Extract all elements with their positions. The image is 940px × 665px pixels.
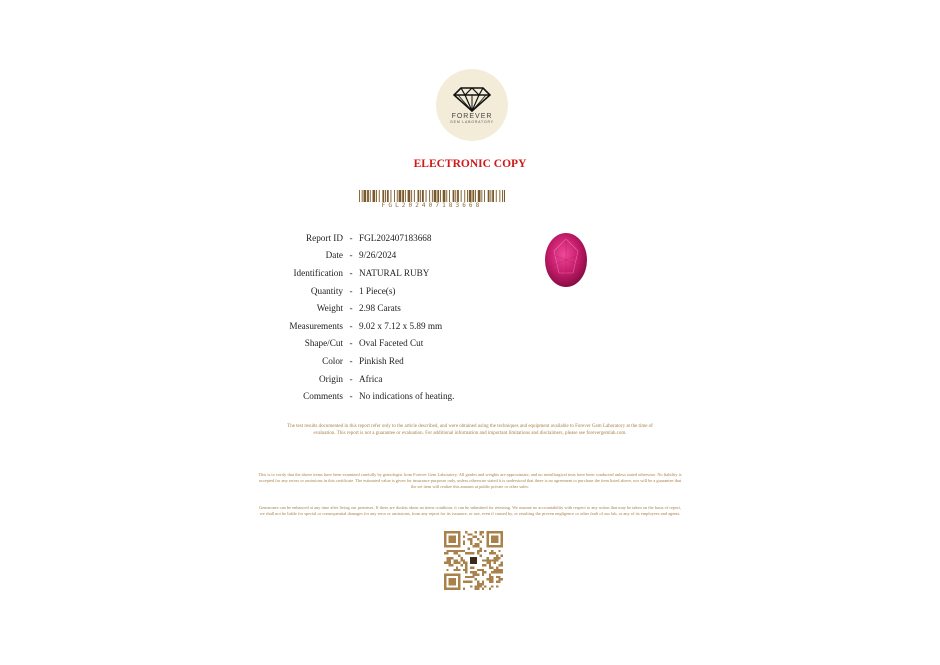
qr-module	[463, 559, 465, 561]
qr-module	[501, 569, 503, 571]
barcode-bar	[484, 190, 485, 202]
qr-module	[453, 569, 455, 571]
qr-module	[489, 573, 491, 575]
barcode-bar	[475, 190, 476, 202]
field-label: Comments	[303, 391, 343, 402]
qr-module	[458, 555, 460, 557]
qr-module	[479, 548, 481, 550]
qr-module	[451, 557, 453, 559]
qr-module	[491, 585, 493, 587]
qr-module	[446, 557, 448, 559]
qr-module	[449, 550, 451, 552]
qr-center-logo	[470, 557, 477, 564]
qr-module	[458, 550, 460, 552]
qr-module	[463, 562, 465, 564]
field-label: Measurements	[289, 320, 343, 331]
qr-module	[496, 566, 498, 568]
qr-module	[472, 552, 474, 554]
qr-module	[449, 559, 451, 561]
qr-module	[465, 566, 467, 568]
barcode-bar	[440, 190, 441, 202]
qr-module	[463, 550, 465, 552]
qr-module	[498, 564, 500, 566]
qr-module	[475, 545, 477, 547]
barcode-bar	[496, 190, 497, 202]
field-value: 1 Piece(s)	[359, 285, 396, 296]
disclaimer-liability: Gemstones can be enhanced at any time after living our premises. If there are doubts about an items condition, it can be submitted for retesting. We assume no accountability with respect to any action that may be taken on the basis of report, we shall not be liable for special or consequential damages for any error or omissions, from any report for its issuance, or use, even if caused by, or resulting the proven negligence or other fault of our lab, or any of its employees and agents.	[259, 505, 681, 516]
field-row-origin	[230, 370, 530, 388]
barcode-bar	[434, 190, 437, 202]
field-row-identification	[230, 264, 530, 282]
barcode-bar	[449, 190, 450, 202]
field-separator: -	[349, 338, 353, 349]
qr-module	[479, 531, 481, 533]
field-separator: -	[349, 250, 353, 261]
qr-module	[472, 536, 474, 538]
qr-module	[465, 576, 467, 578]
qr-finder-center	[449, 578, 456, 585]
qr-module	[486, 578, 488, 580]
qr-module	[470, 571, 472, 573]
qr-module	[477, 569, 479, 571]
qr-module	[444, 552, 446, 554]
field-label: Report ID	[306, 232, 343, 243]
barcode-bar	[382, 190, 384, 202]
field-label: Weight	[316, 303, 343, 314]
qr-module	[491, 566, 493, 568]
qr-module	[456, 569, 458, 571]
field-row-report-id	[230, 229, 530, 247]
field-row-date	[230, 247, 530, 265]
barcode-bar	[490, 190, 491, 202]
qr-module	[491, 576, 493, 578]
qr-module	[468, 533, 470, 535]
qr-module	[479, 569, 481, 571]
barcode-bar	[502, 190, 503, 202]
qr-module	[453, 562, 455, 564]
qr-module	[484, 550, 486, 552]
field-label: Quantity	[310, 285, 343, 296]
qr-module	[477, 550, 479, 552]
field-row-measurements	[230, 317, 530, 335]
qr-module	[496, 576, 498, 578]
qr-module	[501, 564, 503, 566]
qr-module	[475, 573, 477, 575]
qr-module	[482, 559, 484, 561]
qr-module	[494, 569, 496, 571]
qr-module	[491, 578, 493, 580]
barcode-bar	[397, 190, 398, 202]
field-value: 2.98 Carats	[359, 303, 401, 314]
field-separator: -	[349, 391, 353, 402]
qr-module	[468, 538, 470, 540]
qr-module	[446, 550, 448, 552]
logo-brand: FOREVER	[451, 113, 493, 120]
barcode-bar	[504, 190, 505, 202]
qr-module	[498, 581, 500, 583]
qr-module	[477, 588, 479, 590]
qr-module	[496, 569, 498, 571]
qr-module	[453, 552, 455, 554]
qr-module	[465, 569, 467, 571]
diamond-icon	[453, 86, 491, 112]
barcode-bar	[467, 190, 468, 202]
qr-module	[463, 543, 465, 545]
barcode-bar	[457, 190, 459, 202]
qr-module	[472, 576, 474, 578]
field-separator: -	[349, 303, 353, 314]
qr-module	[463, 569, 465, 571]
barcode-bar	[432, 190, 433, 202]
field-value: Oval Faceted Cut	[359, 338, 424, 349]
qr-module	[453, 550, 455, 552]
qr-module	[489, 559, 491, 561]
qr-module	[461, 559, 463, 561]
qr-module	[486, 562, 488, 564]
qr-module	[482, 531, 484, 533]
barcode-bar	[370, 190, 371, 202]
qr-module	[468, 581, 470, 583]
qr-module	[470, 538, 472, 540]
barcode-bar	[376, 190, 377, 202]
barcode-bar	[461, 190, 462, 202]
qr-module	[463, 588, 465, 590]
qr-module	[470, 533, 472, 535]
qr-module	[489, 564, 491, 566]
qr-module	[465, 581, 467, 583]
qr-module	[477, 545, 479, 547]
qr-module	[475, 531, 477, 533]
field-separator: -	[349, 355, 353, 366]
qr-module	[472, 571, 474, 573]
field-separator: -	[349, 285, 353, 296]
qr-module	[482, 583, 484, 585]
disclaimer-results: The test results documented in this report refer only to the article described, and were obtained using the techniques and equipment available to Forever Gem Laboratory at the time of evaluation. This report is not a guarantee or evaluation. For additional information and important limitations and disclaimers, please see forevergemlab.com.	[287, 424, 653, 436]
qr-module	[465, 562, 467, 564]
qr-module	[477, 583, 479, 585]
qr-module	[456, 550, 458, 552]
qr-module	[475, 536, 477, 538]
qr-module	[501, 562, 503, 564]
qr-module	[491, 581, 493, 583]
qr-module	[470, 585, 472, 587]
barcode-bar	[362, 190, 363, 202]
qr-module	[498, 557, 500, 559]
field-label: Date	[325, 250, 343, 261]
qr-module	[501, 555, 503, 557]
qr-module	[468, 548, 470, 550]
barcode-bar	[437, 190, 439, 202]
qr-module	[486, 557, 488, 559]
barcode-bar	[405, 190, 406, 202]
barcode-bar	[492, 190, 494, 202]
qr-module	[449, 557, 451, 559]
qr-module	[482, 569, 484, 571]
barcode-bar	[359, 190, 360, 202]
qr-module	[498, 569, 500, 571]
qr-module	[468, 576, 470, 578]
field-row-color	[230, 352, 530, 370]
qr-module	[477, 552, 479, 554]
qr-module	[484, 564, 486, 566]
qr-module	[479, 585, 481, 587]
lab-logo	[436, 69, 508, 141]
qr-module	[461, 550, 463, 552]
qr-module	[470, 540, 472, 542]
qr-module	[446, 559, 448, 561]
qr-module	[489, 562, 491, 564]
field-value: Africa	[359, 373, 383, 384]
qr-module	[489, 578, 491, 580]
barcode-text: FGL202407183668	[381, 202, 483, 209]
qr-module	[479, 555, 481, 557]
qr-module	[477, 573, 479, 575]
qr-module	[461, 557, 463, 559]
qr-module	[491, 559, 493, 561]
qr-module	[489, 581, 491, 583]
barcode-bar	[426, 190, 427, 202]
qr-module	[494, 559, 496, 561]
qr-module	[477, 585, 479, 587]
qr-module	[470, 543, 472, 545]
barcode-bar	[478, 190, 481, 202]
qr-module	[449, 564, 451, 566]
field-separator: -	[349, 267, 353, 278]
qr-module	[475, 543, 477, 545]
qr-module	[463, 536, 465, 538]
qr-finder-center	[449, 536, 456, 543]
qr-module	[465, 564, 467, 566]
ruby-gem-image	[543, 231, 589, 289]
logo-subtitle: GEM LABORATORY	[450, 120, 494, 124]
qr-module	[491, 571, 493, 573]
qr-module	[475, 578, 477, 580]
qr-module	[496, 557, 498, 559]
qr-module	[458, 569, 460, 571]
qr-module	[482, 571, 484, 573]
barcode-bar	[364, 190, 367, 202]
qr-module	[489, 576, 491, 578]
field-value: No indications of heating.	[359, 391, 455, 402]
field-row-comments	[230, 387, 530, 405]
field-value: 9/26/2024	[359, 250, 397, 261]
field-row-quantity	[230, 282, 530, 300]
qr-module	[446, 562, 448, 564]
qr-module	[456, 562, 458, 564]
qr-module	[451, 564, 453, 566]
qr-module	[489, 552, 491, 554]
qr-module	[479, 540, 481, 542]
qr-module	[475, 585, 477, 587]
qr-module	[477, 581, 479, 583]
barcode-bar	[464, 190, 465, 202]
qr-module	[484, 571, 486, 573]
barcode-bar	[402, 190, 404, 202]
barcode-bar	[408, 190, 411, 202]
qr-module	[494, 552, 496, 554]
qr-code[interactable]	[444, 531, 503, 590]
qr-module	[494, 562, 496, 564]
barcode-bar	[394, 190, 395, 202]
qr-module	[472, 545, 474, 547]
field-row-weight	[230, 299, 530, 317]
qr-module	[446, 552, 448, 554]
field-separator: -	[349, 232, 353, 243]
qr-module	[468, 552, 470, 554]
qr-module	[470, 576, 472, 578]
qr-module	[449, 562, 451, 564]
qr-module	[491, 550, 493, 552]
field-value: Pinkish Red	[359, 355, 404, 366]
barcode-bar	[418, 190, 420, 202]
field-label: Shape/Cut	[304, 338, 343, 349]
qr-module	[477, 543, 479, 545]
barcode-bar	[367, 190, 369, 202]
qr-module	[498, 550, 500, 552]
qr-module	[489, 566, 491, 568]
qr-module	[491, 552, 493, 554]
qr-module	[444, 562, 446, 564]
field-label: Origin	[319, 373, 343, 384]
qr-module	[453, 559, 455, 561]
qr-module	[494, 571, 496, 573]
qr-module	[496, 555, 498, 557]
barcode-bar	[391, 190, 392, 202]
qr-module	[479, 583, 481, 585]
barcode	[359, 190, 505, 202]
qr-module	[498, 571, 500, 573]
qr-module	[482, 564, 484, 566]
qr-module	[498, 578, 500, 580]
qr-module	[456, 559, 458, 561]
qr-module	[472, 573, 474, 575]
qr-module	[479, 533, 481, 535]
qr-module	[456, 566, 458, 568]
qr-module	[494, 557, 496, 559]
qr-module	[482, 581, 484, 583]
qr-module	[482, 588, 484, 590]
qr-module	[470, 566, 472, 568]
qr-module	[458, 562, 460, 564]
barcode-bar	[472, 190, 474, 202]
barcode-bar	[446, 190, 447, 202]
barcode-bar	[499, 190, 500, 202]
qr-module	[484, 585, 486, 587]
qr-module	[477, 538, 479, 540]
qr-module	[463, 540, 465, 542]
barcode-bar	[399, 190, 402, 202]
qr-module	[482, 536, 484, 538]
qr-module	[470, 581, 472, 583]
field-separator: -	[349, 320, 353, 331]
barcode-bar	[420, 190, 421, 202]
qr-module	[465, 571, 467, 573]
qr-module	[465, 552, 467, 554]
barcode-bar	[379, 190, 380, 202]
barcode-bar	[481, 190, 482, 202]
barcode-bar	[488, 190, 490, 202]
qr-module	[470, 552, 472, 554]
barcode-bar	[414, 190, 415, 202]
qr-module	[484, 559, 486, 561]
barcode-bar	[422, 190, 424, 202]
barcode-bar	[387, 190, 389, 202]
qr-module	[496, 571, 498, 573]
qr-module	[479, 550, 481, 552]
qr-module	[501, 571, 503, 573]
barcode-bar	[469, 190, 472, 202]
qr-module	[456, 552, 458, 554]
barcode-bar	[429, 190, 430, 202]
qr-module	[486, 559, 488, 561]
qr-module	[482, 573, 484, 575]
electronic-copy-banner: ELECTRONIC COPY	[413, 158, 527, 170]
qr-module	[451, 550, 453, 552]
qr-finder-center	[491, 536, 498, 543]
qr-module	[475, 571, 477, 573]
disclaimer-verification: This is to verify that the above items have been examined carefully by gemologist from Forever Gem Laboratory. All grades and weights are approximate, and no metallurgical tests have been conducted unless stated otherwise. No liability is accepted for any errors or omissions in this certificate. The estimated value is given for insurance purposes only, unless otherwise stated it is understood that there is no agreement to purchase the item listed above, nor will be a guarantee that the set item will realize this amount at public private or other sales.	[258, 472, 682, 489]
field-value: 9.02 x 7.12 x 5.89 mm	[359, 320, 443, 331]
qr-module	[463, 581, 465, 583]
field-value: FGL202407183668	[359, 232, 432, 243]
field-separator: -	[349, 373, 353, 384]
field-value: NATURAL RUBY	[359, 267, 430, 278]
report-fields	[230, 229, 530, 405]
barcode-bar	[385, 190, 386, 202]
field-label: Identification	[293, 267, 343, 278]
qr-module	[472, 566, 474, 568]
barcode-bar	[453, 190, 455, 202]
qr-module	[475, 588, 477, 590]
qr-module	[498, 576, 500, 578]
barcode-bar	[411, 190, 412, 202]
qr-module	[489, 588, 491, 590]
qr-module	[501, 578, 503, 580]
qr-module	[465, 531, 467, 533]
qr-module	[496, 559, 498, 561]
barcode-bar	[455, 190, 456, 202]
barcode-bar	[443, 190, 446, 202]
qr-module	[496, 581, 498, 583]
qr-module	[461, 564, 463, 566]
field-row-shape-cut	[230, 335, 530, 353]
qr-module	[496, 585, 498, 587]
field-label: Color	[322, 355, 343, 366]
barcode-bar	[373, 190, 376, 202]
qr-module	[446, 569, 448, 571]
